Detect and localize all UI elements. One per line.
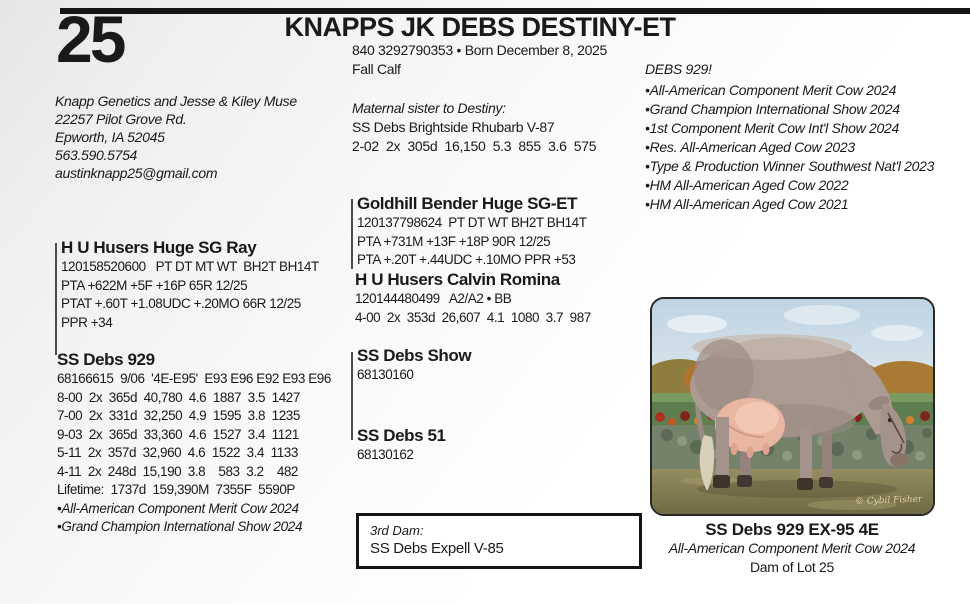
pedigree-connector-paternal (351, 199, 353, 269)
maternal-sister-name: SS Debs Brightside Rhubarb V-87 (352, 119, 555, 135)
photo-credit: © Cybil Fisher (854, 494, 923, 507)
paternal-granddam-name: H U Husers Calvin Romina (355, 270, 560, 289)
consignor-phone: 563.590.5754 (55, 147, 138, 163)
consignor-address2: Epworth, IA 52045 (55, 129, 165, 145)
dam-record-row: 7-00 2x 331d 32,250 4.9 1595 3.8 1235 (57, 408, 300, 423)
pedigree-line: 120137798624 PT DT WT BH2T BH14T (357, 215, 587, 230)
page-title: KNAPPS JK DEBS DESTINY-ET (284, 12, 676, 42)
pedigree-line: 120144480499 A2/A2 • BB (355, 291, 512, 306)
photo-caption-relation: Dam of Lot 25 (749, 559, 835, 575)
photo-caption (642, 520, 942, 577)
dam-lifetime-row: Lifetime: 1737d 159,390M 7355F 5590P (57, 482, 295, 497)
dam-record-row: 9-03 2x 365d 33,360 4.6 1527 3.4 1121 (57, 426, 299, 442)
pedigree-line: PTA +731M +13F +18P 90R 12/25 (357, 233, 551, 249)
second-dam-block (357, 426, 446, 465)
third-dam-name: SS Debs Expell V-85 (370, 540, 504, 557)
third-dam-label: 3rd Dam: (370, 523, 424, 538)
maternal-grandsire-block (357, 346, 471, 385)
maternal-grandsire-name: SS Debs Show (357, 346, 472, 365)
maternal-sister-record: 2-02 2x 305d 16,150 5.3 855 3.6 575 (352, 138, 597, 154)
maternal-sister-label: Maternal sister to Destiny: (352, 100, 506, 116)
dam-highlight-item: •Res. All-American Aged Cow 2023 (645, 139, 855, 155)
dam-record-row: 8-00 2x 365d 40,780 4.6 1887 3.5 1427 (57, 389, 300, 405)
photo-caption-award: All-American Component Merit Cow 2024 (668, 540, 916, 556)
third-dam-box (356, 513, 642, 569)
dam-record-row: 5-11 2x 357d 32,960 4.6 1522 3.4 1133 (57, 445, 298, 460)
cow-photo (650, 297, 935, 516)
pedigree-line: 120158520600 PT DT MT WT BH2T BH14T (61, 259, 319, 274)
pedigree-line: PPR +34 (61, 314, 113, 330)
photo-caption-name: SS Debs 929 EX-95 4E (705, 520, 879, 539)
dam-highlight-item: •All-American Component Merit Cow 2024 (645, 82, 897, 98)
pedigree-line: 68166615 9/06 '4E-E95' E93 E96 E92 E93 E96 (57, 371, 331, 386)
dam-record-row: 4-11 2x 248d 15,190 3.8 583 3.2 482 (57, 463, 298, 479)
dam-highlights-block (645, 60, 934, 214)
dam-highlight-item: •HM All-American Aged Cow 2021 (645, 196, 849, 212)
paternal-granddam-block (355, 270, 591, 327)
paternal-grandsire-block (357, 194, 587, 270)
consignor-email: austinknapp25@gmail.com (55, 165, 218, 181)
dam-highlight-item: •1st Component Merit Cow Int'l Show 2024 (645, 120, 899, 136)
sire-name: H U Husers Huge SG Ray (61, 238, 257, 257)
dam-name: SS Debs 929 (57, 350, 155, 369)
dam-award-item: •All-American Component Merit Cow 2024 (57, 500, 299, 516)
dam-highlight-item: •Grand Champion International Show 2024 (645, 101, 900, 117)
sire-block (61, 238, 319, 332)
pedigree-connector-sire (55, 243, 57, 355)
pedigree-connector-maternal (351, 352, 353, 440)
pedigree-line: PTA +.20T +.44UDC +.10MO PPR +53 (357, 252, 576, 267)
dam-award-item: •Grand Champion International Show 2024 (57, 519, 303, 534)
pedigree-line: PTA +622M +5F +16P 65R 12/25 (61, 277, 248, 293)
calf-type-label: Fall Calf (352, 61, 401, 77)
consignor-block (55, 92, 297, 182)
consignor-address1: 22257 Pilot Grove Rd. (55, 111, 187, 127)
dam-highlights-title: DEBS 929! (645, 61, 712, 77)
registration-line: 840 3292790353 • Born December 8, 2025 (352, 42, 608, 58)
second-dam-name: SS Debs 51 (357, 426, 446, 445)
maternal-grandsire-reg: 68130160 (357, 367, 414, 382)
lot-number: 25 (56, 2, 124, 76)
consignor-name: Knapp Genetics and Jesse & Kiley Muse (55, 93, 297, 109)
dam-highlight-item: •HM All-American Aged Cow 2022 (645, 177, 849, 193)
pedigree-line: 4-00 2x 353d 26,607 4.1 1080 3.7 987 (355, 309, 591, 325)
paternal-grandsire-name: Goldhill Bender Huge SG-ET (357, 194, 578, 213)
dam-highlight-item: •Type & Production Winner Southwest Nat'l 2023 (645, 158, 935, 174)
dam-block (57, 350, 331, 537)
cow-photo-illustration (652, 299, 933, 514)
second-dam-reg: 68130162 (357, 447, 414, 462)
pedigree-line: PTAT +.60T +1.08UDC +.20MO 66R 12/25 (61, 296, 301, 311)
